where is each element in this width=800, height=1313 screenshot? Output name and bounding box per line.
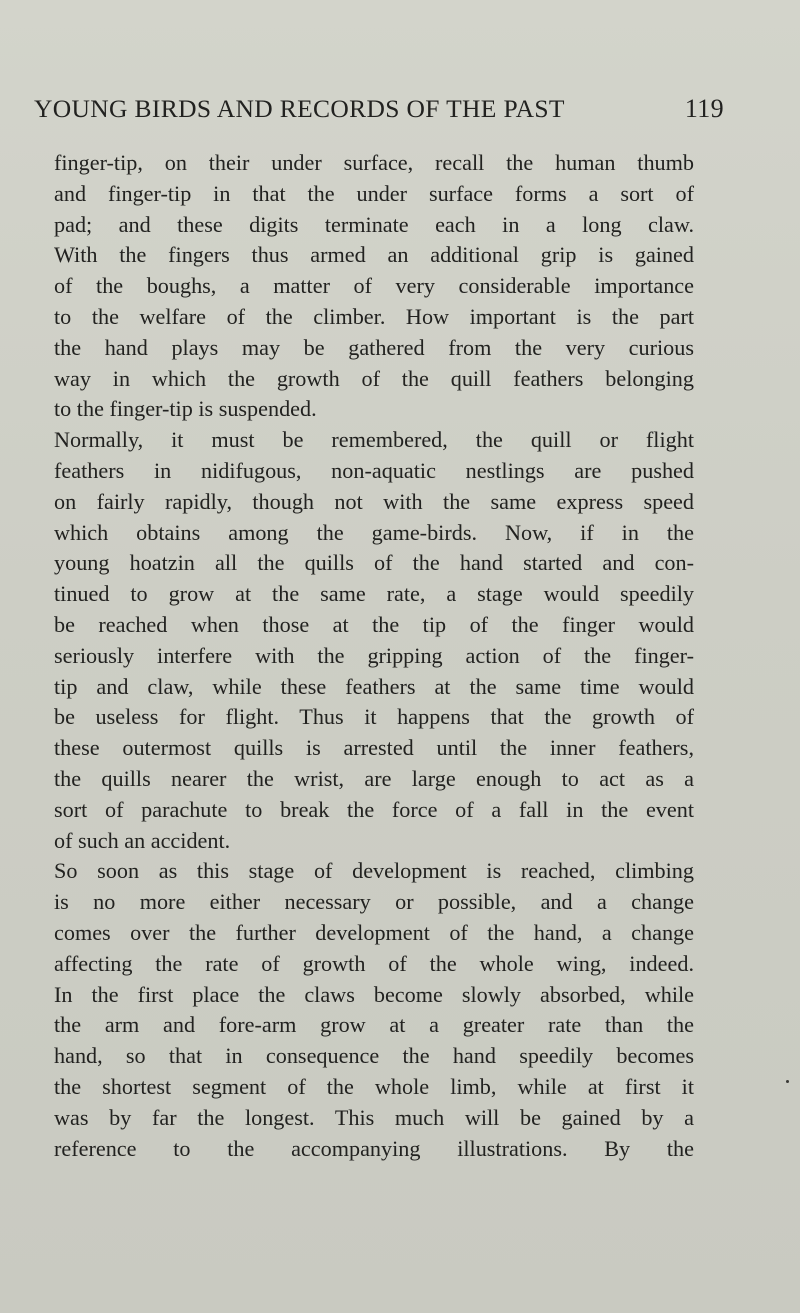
text-line: With the fingers thus armed an additional grip is gained [54,242,694,268]
text-line: to the finger-tip is suspended. [54,396,317,422]
text-line: be useless for flight. Thus it happens that the growth of [54,704,694,730]
text-line: on fairly rapidly, though not with the same express speed [54,488,694,514]
text-line: the arm and fore-arm grow at a greater rate than the [54,1012,694,1038]
text-line: reference to the accompanying illustrations. By the [54,1135,694,1161]
text-line: hand, so that in consequence the hand speedily becomes [54,1043,694,1069]
text-line: tip and claw, while these feathers at the same time would [54,673,694,699]
text-line: sort of parachute to break the force of a fall in the event [54,796,694,822]
text-line: the hand plays may be gathered from the very curious [54,334,694,360]
text-line: affecting the rate of growth of the whole wing, indeed. [54,950,694,976]
body-text [54,148,694,1164]
text-line: tinued to grow at the same rate, a stage would speedily [54,581,694,607]
text-line: was by far the longest. This much will be gained by a [54,1104,694,1130]
page-number: 119 [684,94,724,123]
text-line: feathers in nidifugous, non-aquatic nestlings are pushed [54,457,694,483]
text-line: these outermost quills is arrested until the inner feathers, [54,735,694,761]
text-line: Normally, it must be remembered, the quill or flight [54,427,694,453]
running-title: YOUNG BIRDS AND RECORDS OF THE PAST [34,94,565,123]
text-line: of the boughs, a matter of very considerable importance [54,273,694,299]
text-line: seriously interfere with the gripping action of the finger- [54,642,694,668]
text-line: be reached when those at the tip of the finger would [54,611,694,637]
text-line: comes over the further development of the hand, a change [54,919,694,945]
text-line: is no more either necessary or possible, and a change [54,889,694,915]
text-line: the shortest segment of the whole limb, while at first it [54,1073,694,1099]
text-line: So soon as this stage of development is reached, climbing [54,858,694,884]
text-line: of such an accident. [54,827,231,853]
text-line: to the welfare of the climber. How important is the part [54,303,694,329]
text-line: the quills nearer the wrist, are large enough to act as a [54,765,694,791]
text-line: and finger-tip in that the under surface forms a sort of [54,180,694,206]
running-head [34,89,724,129]
text-line: young hoatzin all the quills of the hand started and con- [54,550,694,576]
text-line: pad; and these digits terminate each in a long claw. [54,211,694,237]
text-line: In the first place the claws become slowly absorbed, while [54,981,694,1007]
text-line: finger-tip, on their under surface, recall the human thumb [54,150,694,175]
ink-speck [786,1080,789,1083]
text-line: way in which the growth of the quill feathers belonging [54,365,694,391]
text-line: which obtains among the game-birds. Now, if in the [54,519,694,545]
